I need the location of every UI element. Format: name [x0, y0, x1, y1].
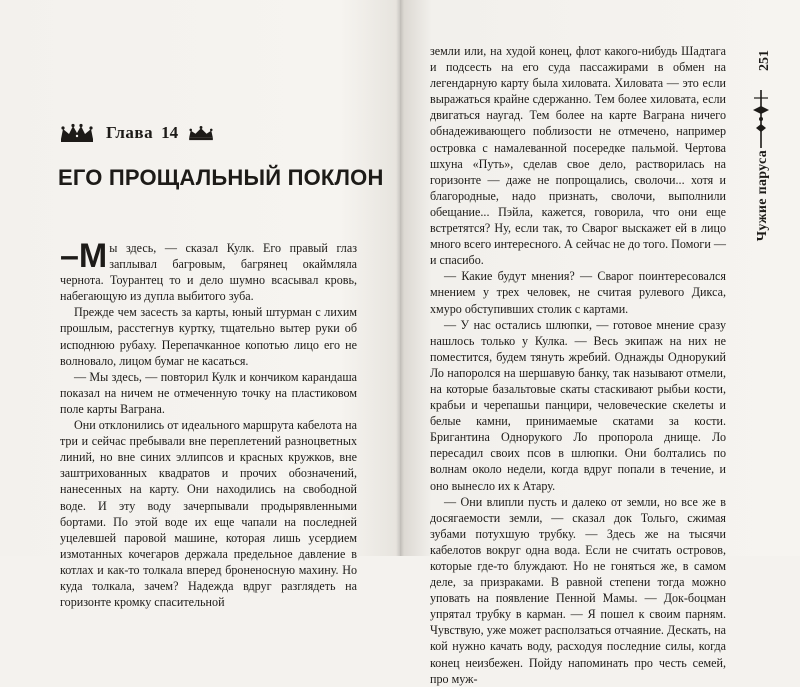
- paragraph: — Мы здесь, — повторил Кулк и кончиком карандаша показал на ничем не отмеченную точку на пластиковом поле карты Ваграна.: [60, 369, 357, 416]
- paragraph: — Они влипли пусть и далеко от земли, но все же в досягаемости земли, — сказал док Тольго, сжимая зубами потухшую трубку. — Здесь же на тысячи кабелотов вокруг одна вода. Если не считать островов, которые где-то блуждают. Но не гоняться же, в самом деле, за призраками. В равной степени тогда можно уповать на появление Пенной Мамы. — Док-боцман упрятал трубку в карман. — Я пошел к своим парням. Чувствую, уже может расползаться отчаяние. Дескать, на кой нужно качать воду, расходуя последние силы, когда конец неизбежен. Пойду напоминать про честь семей, про муж-: [430, 494, 726, 686]
- chapter-heading: [58, 120, 358, 146]
- chapter-title: ЕГО ПРОЩАЛЬНЫЙ ПОКЛОН: [58, 165, 384, 190]
- page-number: 251: [757, 50, 772, 71]
- right-text-column: [430, 43, 726, 687]
- paragraph: [60, 237, 357, 304]
- paragraph-text: ы здесь, — сказал Кулк. Его правый глаз заплывал багровым, багрянец окаймляла чернота. Тоурантец то и дело шумно всасывал кровь, набегающую из дупла выбитого зуба.: [60, 241, 357, 304]
- sword-ornament-icon: [750, 88, 772, 150]
- paragraph: — Какие будут мнения? — Сварог поинтересовался мнением у трех человек, не считая рулевого Дикса, хмуро обступивших столик с картами.: [430, 269, 726, 316]
- paragraph: — У нас остались шлюпки, — готовое мнение сразу нашлось только у Кулка. — Весь экипаж на них не поместится, будем тянуть жребий. Однажды Однорукий Ло напоролся на шершавую банку, так называют отмели, на которые базальтовые скаты стаскивают рыбьи кости, крабьи и черепашьи панцири, человеческие скелеты и белые камни, принимаемые скатами за кости. Бригантина Однорукого Ло пропорола днище. Ло пересадил своих псов в шлюпки. Они болтались по волнам около недели, когда вдруг попали в течение, и оно вынесло их к Атару.: [430, 317, 726, 493]
- book-gutter: [396, 0, 404, 556]
- dropcap: –М: [60, 237, 108, 275]
- crown-left-icon: [58, 123, 96, 143]
- left-text-column: [60, 237, 357, 610]
- paragraph: Прежде чем засесть за карты, юный штурман с лихим прошлым, расстегнув куртку, тщательно вытер руки об исподнюю рубаху. Перепачканное копотью лицо его не волновало, лицом бумаг не касаться.: [60, 305, 357, 368]
- paragraph: Они отклонились от идеального маршрута кабелота на три и сейчас пребывали вне переплетений разноцветных линий, но вне синих эллипсов и красных кружков, вне заштрихованных квадратов и прочих обозначений, нанесенных на карту. Они находились на свободной воде. И эту воду зачерпывали продырявленными бортами. По этой воде их еще чапали на последней уцелевшей паровой машине, которая лишь усердием измотанных кочегаров держала предельное давление в котлах и как-то толкала вперед броненосную махину. Но куда толкала, зачем? Надежда вдруг разглядеть на горизонте кромку спасительной: [60, 418, 357, 610]
- paragraph: земли или, на худой конец, флот какого-нибудь Шадтага и подсесть на его суда пассажирами в обмен на легендарную карту была хиловата. Хиловата — это если выражаться крайне сдержанно. Тем более хиловата, если двигаться наугад. Тем более на карте Ваграна ничего обнадеживающего поблизости не отмечено, например островка с намалеванной посередке пальмой. Чертова шхуна «Путь», сделав свое дело, растворилась на горизонте — даже не попрощались, сволочи... хотя и благородные, надо признать, сволочи, выполнили обещание... Пэйла, кажется, говорила, что они еще встретятся? Ну, если так, то Сварог выскажет ей в лицо много всего интересного. А сейчас не до того. Помоги — и спасибо.: [430, 44, 726, 268]
- chapter-number: 14: [161, 123, 179, 142]
- chapter-label: Глава: [106, 123, 154, 142]
- running-title: Чужие паруса: [755, 150, 770, 242]
- crown-right-icon: [186, 123, 216, 143]
